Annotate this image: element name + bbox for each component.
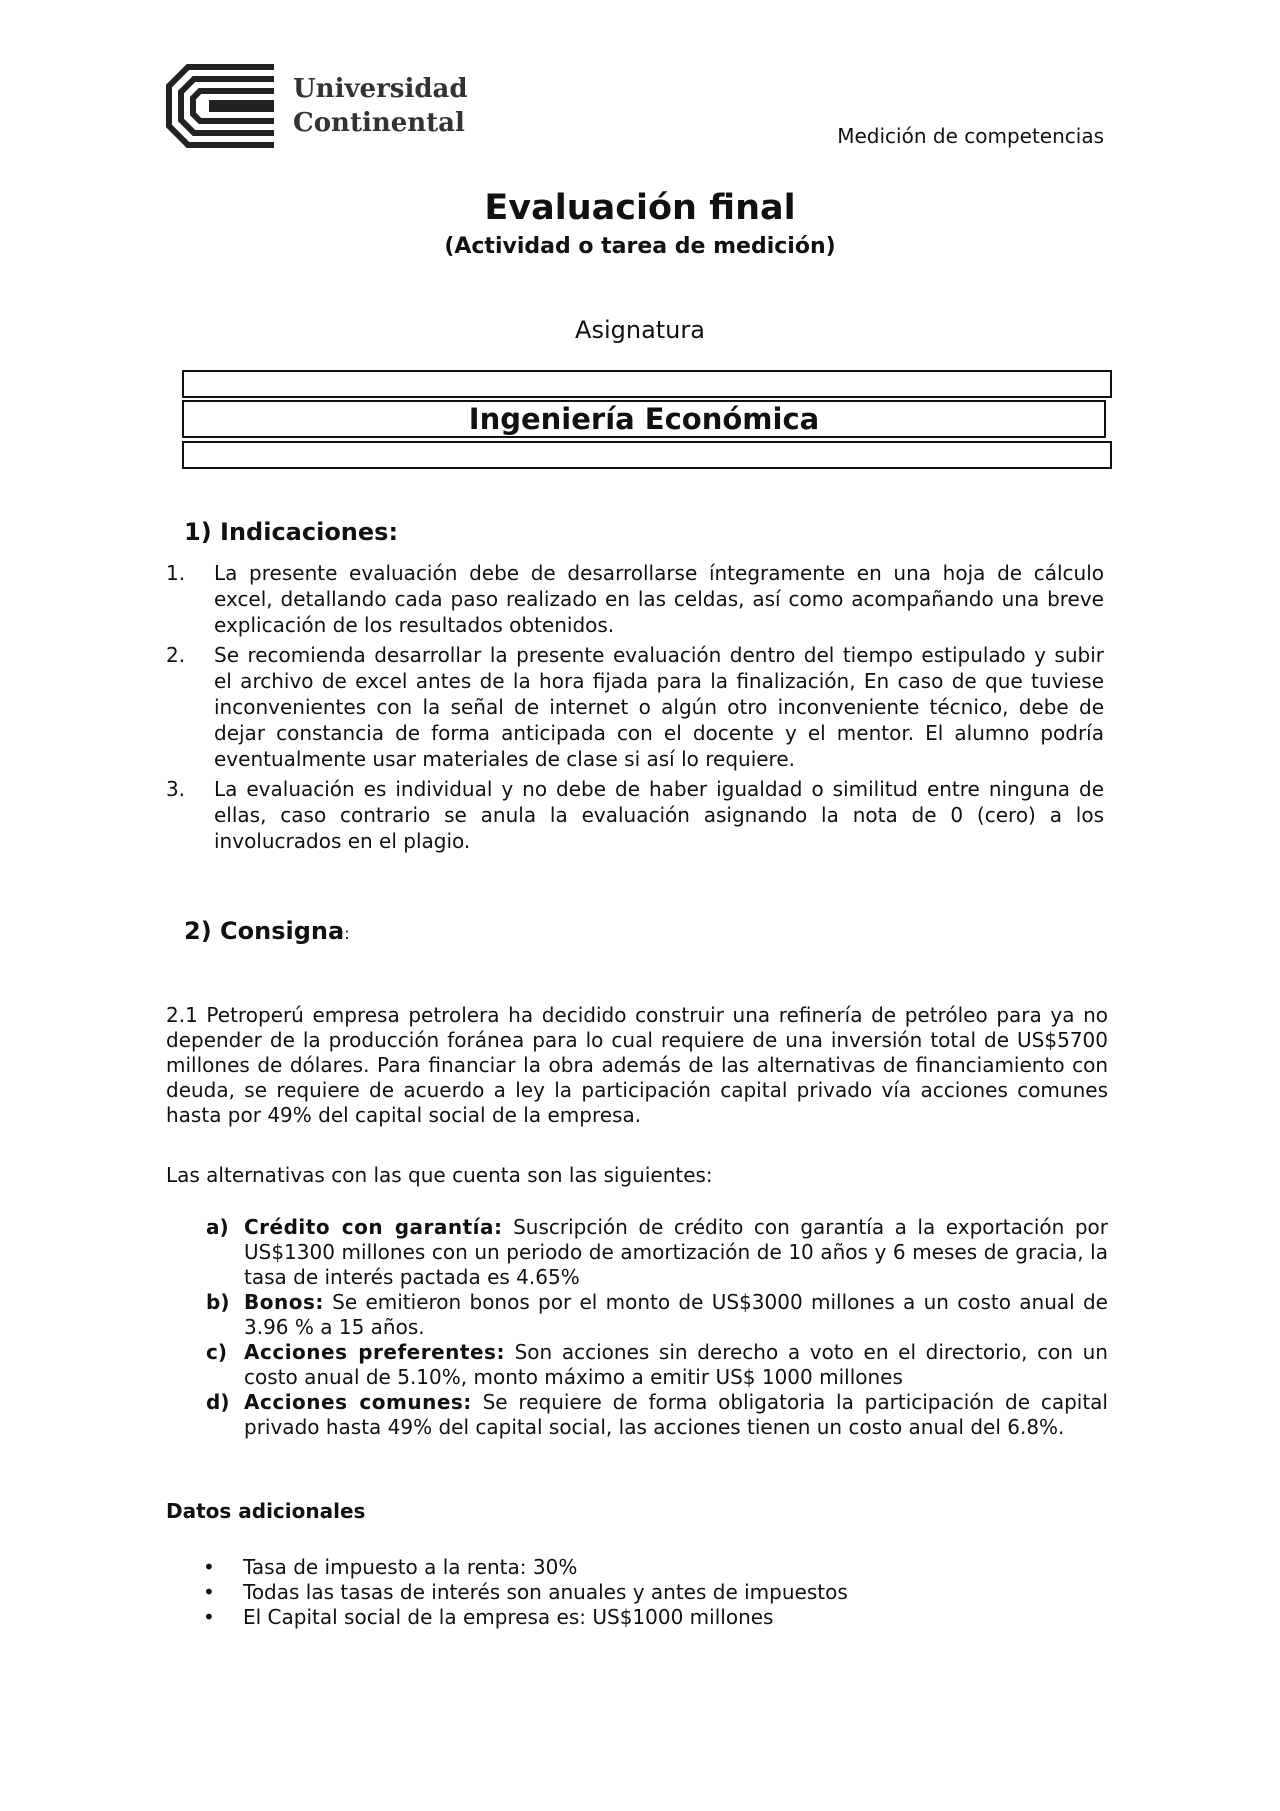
page-subtitle: (Actividad o tarea de medición) [444,234,836,259]
alternative-label: Acciones comunes: [244,1390,472,1414]
list-item-text: Se recomienda desarrollar la presente evaluación dentro del tiempo estipulado y subir el archivo de excel antes de la hora fijada para la finalización, En caso de que tuviese inconvenientes con la señal de internet o algún otro inconveniente técnico, debe de dejar constancia de forma anticipada con el docente y el mentor. El alumno podría eventualmente usar materiales de clase si así lo requiere. [214,643,1104,771]
list-item-text [244,1390,1108,1440]
alternatives-intro: Las alternativas con las que cuenta son las siguientes: [166,1163,713,1187]
consigna-paragraph: 2.1 Petroperú empresa petrolera ha decidido construir una refinería de petróleo para ya no depender de la producción foránea para lo cual requiere de una inversión total de US$5700 millones de dólares. Para financiar la obra además de las alternativas de financiamiento con deuda, se requiere de acuerdo a ley la participación capital privado vía acciones comunes hasta por 49% del capital social de la empresa. [166,1003,1108,1127]
list-item [203,1605,848,1630]
alternative-text: Se requiere de forma obligatoria la participación de capital privado hasta 49% del capital social, las acciones tienen un costo anual del 6.8%. [244,1390,1108,1439]
alternative-label: Crédito con garantía: [244,1215,503,1239]
list-item-text: El Capital social de la empresa es: US$1000 millones [243,1605,774,1629]
list-item [206,1215,1108,1290]
list-item-text: La evaluación es individual y no debe de haber igualdad o similitud entre ninguna de ellas, caso contrario se anula la evaluación asignando la nota de 0 (cero) a los involucrados en el plagio. [214,777,1104,853]
list-item [203,1580,848,1605]
university-logo [166,64,466,152]
alternative-text: Suscripción de crédito con garantía a la exportación por US$1300 millones con un periodo de amortización de 10 años y 6 meses de gracia, la tasa de interés pactada es 4.65% [244,1215,1108,1289]
bullet-icon: • [203,1555,215,1579]
list-item-text [244,1340,1108,1390]
page-title: Evaluación final [484,188,796,228]
course-box [182,400,1106,438]
list-item-marker: a) [206,1215,229,1239]
section-indicaciones-heading: 1) Indicaciones: [184,518,399,546]
list-item-marker: b) [206,1290,230,1314]
alternative-text: Se emitieron bonos por el monto de US$3000 millones a un costo anual de 3.96 % a 15 años. [244,1290,1108,1339]
list-item-marker: c) [206,1340,227,1364]
consigna-heading-colon: : [344,924,350,943]
list-item-number: 1. [166,561,186,585]
alternative-label: Acciones preferentes: [244,1340,505,1364]
list-item-text: Tasa de impuesto a la renta: 30% [243,1555,578,1579]
list-item-marker: d) [206,1390,230,1414]
header-subtitle: Medición de competencias [837,124,1104,148]
list-item [166,642,1104,772]
logo-text [293,72,468,140]
logo-line2: Continental [293,108,465,138]
datos-adicionales-heading: Datos adicionales [166,1499,366,1523]
datos-list [203,1555,848,1630]
list-item-text: La presente evaluación debe de desarrollarse íntegramente en una hoja de cálculo excel, detallando cada paso realizado en las celdas, así como acompañando una breve explicación de los resultados obtenidos. [214,561,1104,637]
course-box-bottom [182,441,1112,469]
alternative-label: Bonos: [244,1290,324,1314]
indicaciones-list [166,560,1104,858]
course-name: Ingeniería Económica [468,402,820,436]
alternative-text: Son acciones sin derecho a voto en el directorio, con un costo anual de 5.10%, monto máximo a emitir US$ 1000 millones [244,1340,1108,1389]
bullet-icon: • [203,1605,215,1629]
bullet-icon: • [203,1580,215,1604]
list-item-text [244,1290,1108,1340]
list-item-text: Todas las tasas de interés son anuales y antes de impuestos [243,1580,848,1604]
list-item [166,560,1104,638]
course-box-top [182,370,1112,398]
list-item-number: 2. [166,643,186,667]
asignatura-label: Asignatura [575,316,705,344]
list-item [203,1555,848,1580]
list-item [206,1290,1108,1340]
section-consigna-heading [184,917,350,945]
list-item [166,776,1104,854]
logo-line1: Universidad [293,74,468,104]
consigna-heading-text: 2) Consigna [184,917,345,945]
alternatives-list [206,1215,1108,1440]
university-logo-icon [166,64,276,148]
list-item-number: 3. [166,777,186,801]
list-item [206,1390,1108,1440]
list-item [206,1340,1108,1390]
list-item-text [244,1215,1108,1290]
